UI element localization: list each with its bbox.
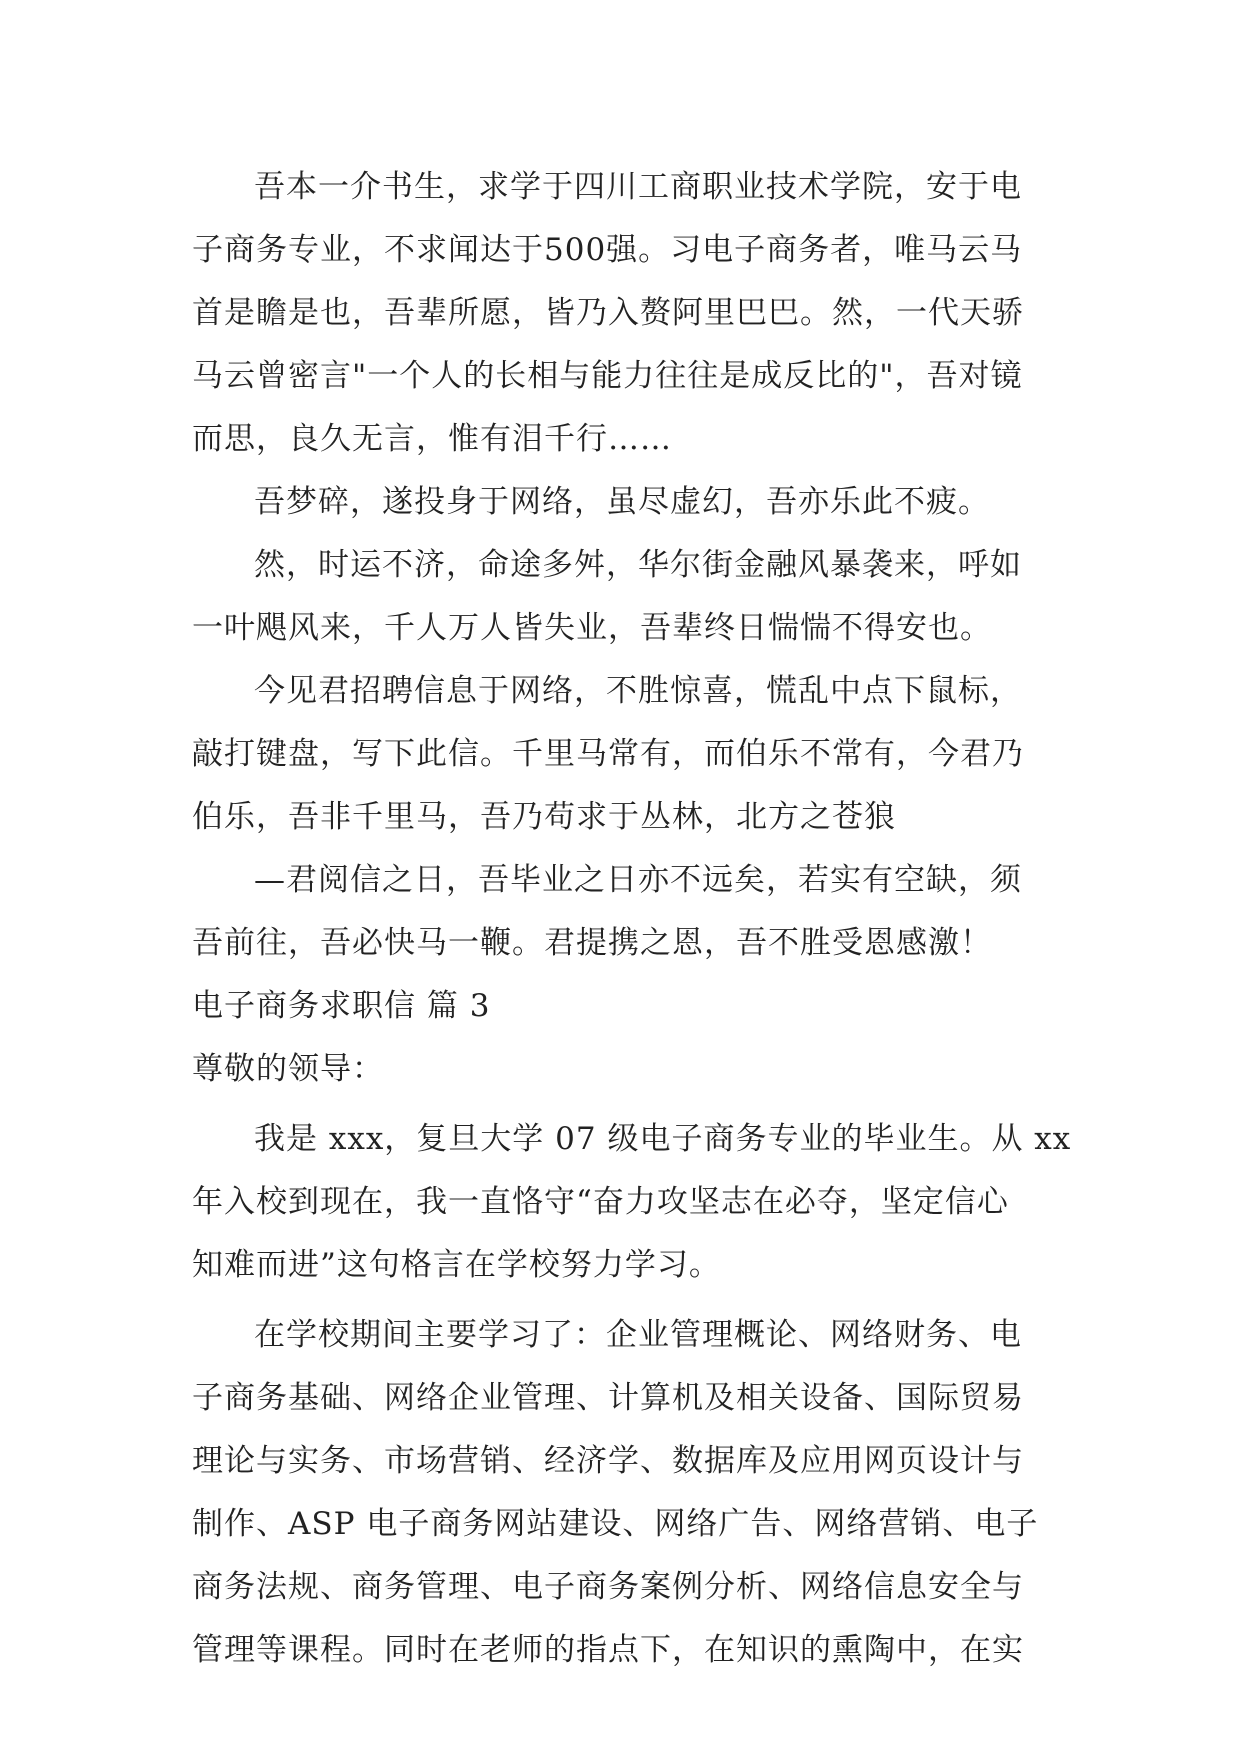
paragraph-line: 吾前往，吾必快马一鞭。君提携之恩，吾不胜受恩感激！ [192,925,992,961]
paragraph-line: 我是 xxx，复旦大学 07 级电子商务专业的毕业生。从 xx [254,1121,1072,1157]
paragraph-line: 年入校到现在，我一直恪守“奋力攻坚志在必夺，坚定信心 [192,1184,1009,1220]
paragraph-line: 敲打键盘，写下此信。千里马常有，而伯乐不常有，今君乃 [192,736,1024,772]
paragraph-line: 商务法规、商务管理、电子商务案例分析、网络信息安全与 [192,1569,1024,1605]
document-body [192,156,1072,1682]
paragraph-line: 管理等课程。同时在老师的指点下，在知识的熏陶中，在实 [192,1632,1024,1668]
paragraph-line: 理论与实务、市场营销、经济学、数据库及应用网页设计与 [192,1443,1024,1479]
paragraph-line: 伯乐，吾非千里马，吾乃苟求于丛林，北方之苍狼 [192,799,896,835]
paragraph-line: 今见君招聘信息于网络，不胜惊喜，慌乱中点下鼠标， [254,673,1022,709]
paragraph-line: 在学校期间主要学习了：企业管理概论、网络财务、电 [254,1317,1022,1353]
paragraph-line: 马云曾密言"一个人的长相与能力往往是成反比的"，吾对镜 [192,358,1023,394]
section-heading: 电子商务求职信 篇 3 [192,988,491,1024]
paragraph-line: 一叶飓风来，千人万人皆失业，吾辈终日惴惴不得安也。 [192,610,992,646]
paragraph-line: 吾梦碎，遂投身于网络，虽尽虚幻，吾亦乐此不疲。 [254,484,990,520]
paragraph-line: 子商务基础、网络企业管理、计算机及相关设备、国际贸易 [192,1380,1024,1416]
salutation: 尊敬的领导： [192,1051,384,1087]
paragraph-line: 而思，良久无言，惟有泪千行…… [192,421,672,457]
paragraph-line: 然，时运不济，命途多舛，华尔街金融风暴袭来，呼如 [254,547,1022,583]
paragraph-line: 制作、ASP 电子商务网站建设、网络广告、网络营销、电子 [192,1506,1039,1542]
paragraph-line: 子商务专业，不求闻达于500强。习电子商务者，唯马云马 [192,232,1023,268]
paragraph-line: 吾本一介书生，求学于四川工商职业技术学院，安于电 [254,169,1022,205]
paragraph-line: —君阅信之日，吾毕业之日亦不远矣，若实有空缺，须 [254,862,1022,898]
paragraph-line: 首是瞻是也，吾辈所愿，皆乃入赘阿里巴巴。然，一代天骄 [192,295,1024,331]
paragraph-line: 知难而进”这句格言在学校努力学习。 [192,1247,721,1283]
